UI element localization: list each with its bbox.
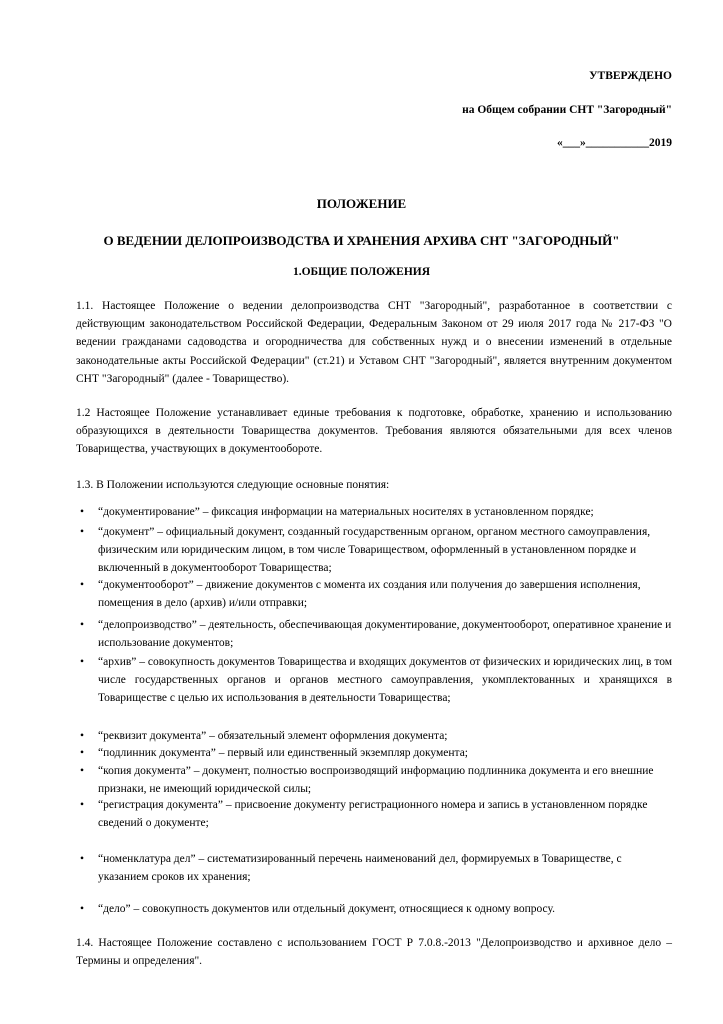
bullet-icon: • <box>80 506 85 518</box>
paragraph-1-1: 1.1. Настоящее Положение о ведении делопроизводства СНТ "Загородный", разработанное в соответствии с действующим законодательством Российской Федерации, Федеральным Законом от 29 июля 2017 года № 217-ФЗ "О ведении гражданами садоводства и огородничества для собственных нужд и о внесении изменений в отдельные законодательные акты Российской Федерации" (ст.21) и Уставом СНТ "Загородный", является внутренним документом СНТ "Загородный" (далее - Товарищество). <box>76 300 672 385</box>
bullet-icon: • <box>80 903 85 915</box>
approval-date-line: «___»___________2019 <box>557 137 672 149</box>
approved-label: УТВЕРЖДЕНО <box>589 70 672 82</box>
document-subtitle: О ВЕДЕНИИ ДЕЛОПРОИЗВОДСТВА И ХРАНЕНИЯ АРХИВА СНТ "ЗАГОРОДНЫЙ" <box>103 233 620 248</box>
list-item-text: “номенклатура дел” – систематизированный перечень наименований дел, формируемых в Товариществе, с указанием сроков их хранения; <box>98 853 622 884</box>
bullet-icon: • <box>80 619 85 631</box>
bullet-icon: • <box>80 853 85 865</box>
bullet-icon: • <box>80 799 85 811</box>
list-item-text: “архив” – совокупность документов Товарищества и входящих документов от физических и юридических лиц, в том числе государственных органов и органов местного самоуправления, укомплектованных и хранящихся в Товариществе с целью их использования в деятельности Товарищества; <box>98 656 673 705</box>
list-item-text: “копия документа” – документ, полностью воспроизводящий информацию подлинника документа и его внешние признаки, не имеющий юридической силы; <box>98 765 654 796</box>
bullet-icon: • <box>80 730 85 742</box>
paragraph-1-2: 1.2 Настоящее Положение устанавливает единые требования к подготовке, обработке, хранению и использованию образующихся в деятельности Товарищества документов. Требования являются обязательными для всех членов Товарищества, участвующих в документообороте. <box>76 407 672 456</box>
list-item-text: “документ” – официальный документ, созданный государственным органом, органом местного самоуправления, физическим или юридическим лицом, в том числе Товариществом, оформленный в установленном порядке и включенный в документооборот Товарищества; <box>98 526 651 575</box>
section-heading: 1.ОБЩИЕ ПОЛОЖЕНИЯ <box>292 266 431 278</box>
list-item-text: “дело” – совокупность документов или отдельный документ, относящиеся к одному вопросу. <box>98 903 555 915</box>
bullet-icon: • <box>80 765 85 777</box>
bullet-icon: • <box>80 656 85 668</box>
bullet-icon: • <box>80 747 85 759</box>
paragraph-1-4: 1.4. Настоящее Положение составлено с использованием ГОСТ Р 7.0.8.-2013 "Делопроизводство и архивное дело – Термины и определения". <box>76 937 672 968</box>
bullet-icon: • <box>80 579 85 591</box>
list-item-text: “документирование” – фиксация информации на материальных носителях в установленном порядке; <box>98 506 594 518</box>
list-item-text: “документооборот” – движение документов с момента их создания или получения до завершения исполнения, помещения в дело (архив) и/или отправки; <box>98 579 641 610</box>
list-item-text: “подлинник документа” – первый или единственный экземпляр документа; <box>98 747 468 759</box>
list-item-text: “реквизит документа” – обязательный элемент оформления документа; <box>98 730 448 742</box>
list-item-text: “регистрация документа” – присвоение документу регистрационного номера и запись в установленном порядке сведений о документе; <box>98 799 648 830</box>
approved-by-label: на Общем собрании СНТ "Загородный" <box>462 104 672 116</box>
list-item-text: “делопроизводство” – деятельность, обеспечивающая документирование, документооборот, оперативное хранение и использование документов; <box>98 619 672 650</box>
bullet-icon: • <box>80 526 85 538</box>
document-title: ПОЛОЖЕНИЕ <box>316 196 407 211</box>
paragraph-1-3: 1.3. В Положении используются следующие основные понятия: <box>76 479 390 491</box>
